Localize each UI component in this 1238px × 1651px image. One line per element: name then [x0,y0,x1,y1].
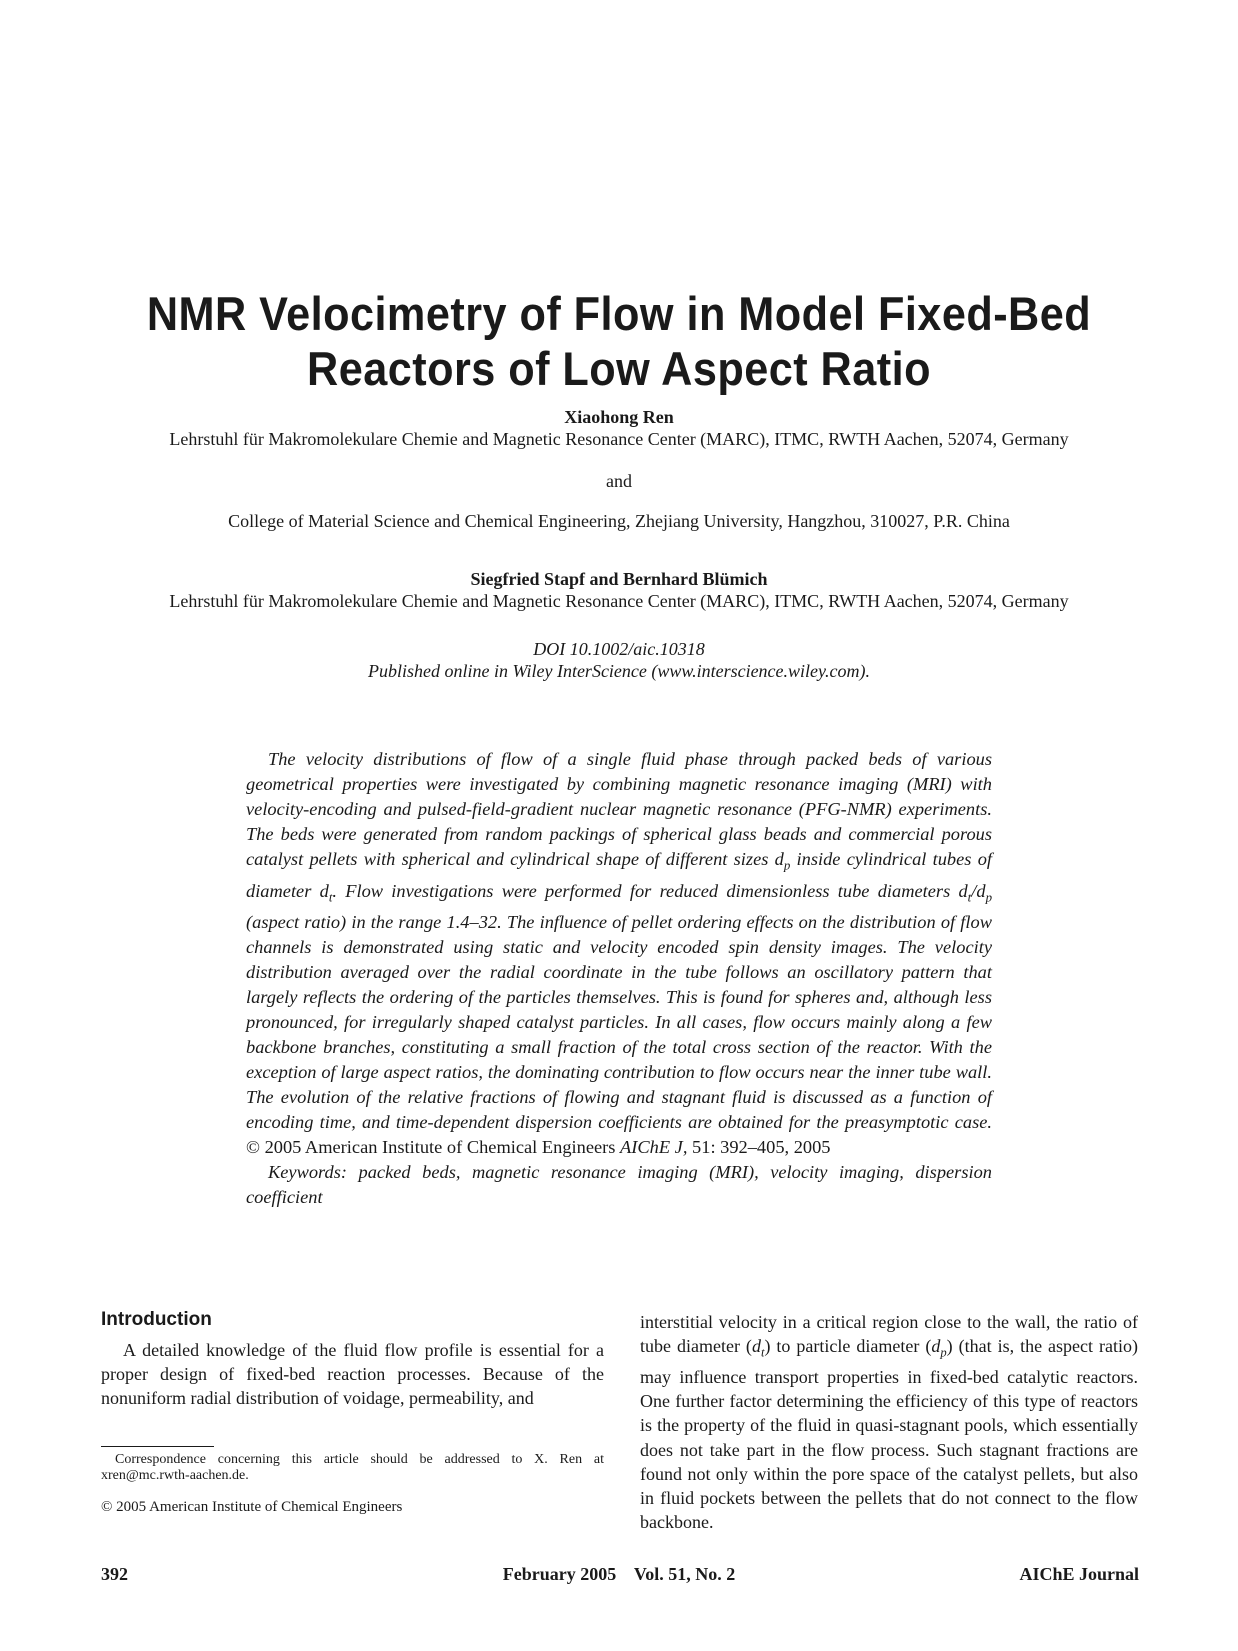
left-column [101,1308,604,1411]
intro-paragraph-right: interstitial velocity in a critical region close to the wall, the ratio of tube diameter $(d_t)$ to particle diameter $(d_p)$ (that is, the aspect ratio) may influence transport properties in fixed-bed catalytic reactors. One further factor determining the efficiency of this type of reactors is the property of the fluid in quasi-stagnant pools, which essentially does not take part in the flow process. Such stagnant fractions are found not only within the pore space of the catalyst pellets, but also in fluid pockets between the pellets that do not connect to the flow backbone. [640,1312,1139,1533]
abstract [246,747,992,1210]
title-line-1: NMR Velocimetry of Flow in Model Fixed-Bed [146,287,1092,340]
published-online: Published online in Wiley InterScience (www.interscience.wiley.com). [367,661,871,681]
doi: DOI 10.1002/aic.10318 [533,639,705,659]
and-separator: and [606,471,632,491]
issue-info: February 2005 Vol. 51, No. 2 [502,1564,736,1584]
footnote [101,1452,604,1484]
authors-2: Siegfried Stapf and Bernhard Blümich [470,569,768,589]
title-line-2: Reactors of Low Aspect Ratio [307,342,931,395]
affiliation-3: Lehrstuhl für Makromolekulare Chemie and Magnetic Resonance Center (MARC), ITMC, RWTH Aachen, 52074, Germany [169,591,1069,611]
journal-abbrev: AIChE J, [620,1137,688,1158]
journal-name: AIChE Journal [1019,1564,1139,1584]
section-heading-introduction: Introduction [101,1309,212,1330]
page-number: 392 [101,1564,128,1584]
affiliation-2: College of Material Science and Chemical Engineering, Zhejiang University, Hangzhou, 310027, P.R. China [228,511,1010,531]
right-column [640,1310,1138,1534]
footnote-rule [101,1446,214,1447]
keywords: Keywords: packed beds, magnetic resonance imaging (MRI), velocity imaging, dispersion coefficient [246,1162,992,1208]
paper-title [50,286,1189,396]
copyright-notice: © 2005 American Institute of Chemical Engineers [101,1499,403,1515]
author-1: Xiaohong Ren [564,407,674,427]
correspondence-note: Correspondence concerning this article should be addressed to X. Ren at xren@mc.rwth-aachen.de. [101,1452,604,1483]
intro-paragraph-left: A detailed knowledge of the fluid flow profile is essential for a proper design of fixed-bed reaction processes. Because of the nonuniform radial distribution of voidage, permeability, and [101,1340,604,1409]
affiliation-1: Lehrstuhl für Makromolekulare Chemie and Magnetic Resonance Center (MARC), ITMC, RWTH Aachen, 52074, Germany [169,429,1069,449]
abstract-copyright: © 2005 American Institute of Chemical Engineers [246,1137,621,1158]
abstract-text: The velocity distributions of flow of a single fluid phase through packed beds of various geometrical properties were investigated by combining magnetic resonance imaging (MRI) with velocity-encoding and pulsed-field-gradient nuclear magnetic resonance (PFG-NMR) experiments. The beds were generated from random packings of spherical glass beads and commercial porous catalyst pellets with spherical and cylindrical shape of different sizes $d_p$ inside cylindrical tubes of diameter $d_t$. Flow investigations were performed for reduced dimensionless tube diameters $d_t/d_p$ (aspect ratio) in the range 1.4–32. The influence of pellet ordering effects on the distribution of flow channels is demonstrated using static and velocity encoded spin density images. The velocity distribution averaged over the radial coordinate in the tube follows an oscillatory pattern that largely reflects the ordering of the particles themselves. This is found for spheres and, although less pronounced, for irregularly shaped catalyst particles. In all cases, flow occurs mainly along a few backbone branches, constituting a small fraction of the total cross section of the reactor. With the exception of large aspect ratios, the dominating contribution to flow occurs near the inner tube wall. The evolution of the relative fractions of flowing and stagnant fluid is discussed as a function of encoding time, and time-dependent dispersion coefficients are obtained for the preasymptotic case. © 2005 American Institute of Chemical Engineers AIChE J, 51: 392–405, 2005 [246,749,992,1158]
